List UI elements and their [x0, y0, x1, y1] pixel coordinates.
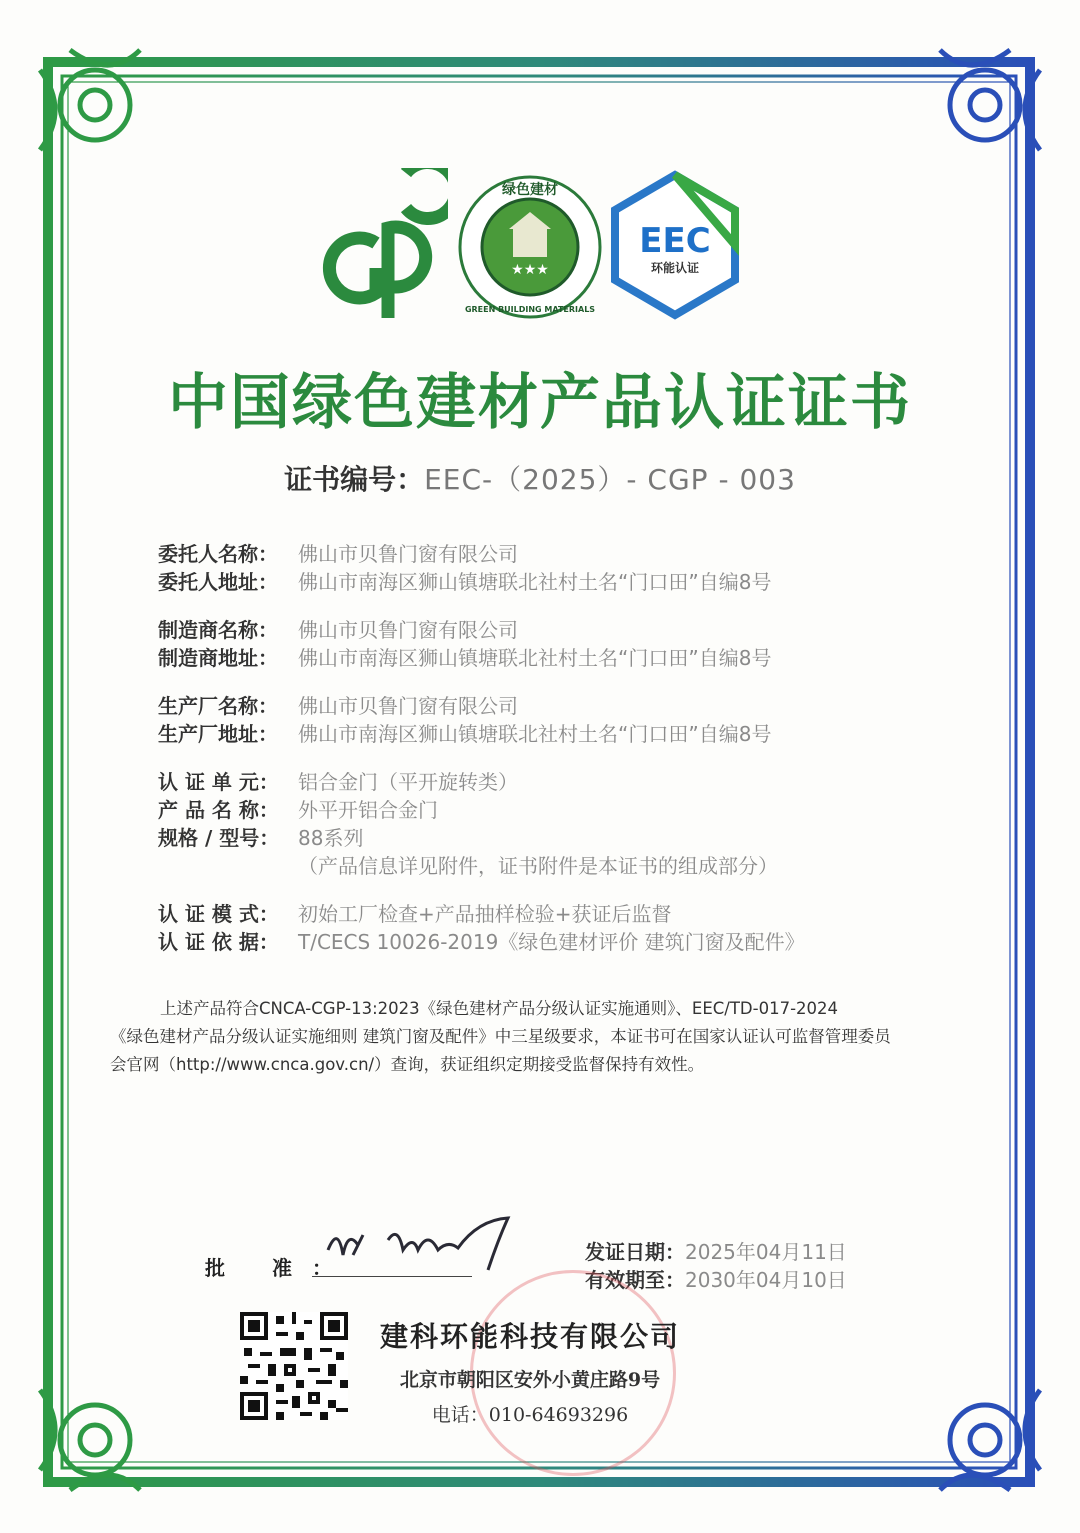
issuer-block — [370, 1315, 690, 1427]
cgp-logo-icon — [318, 168, 448, 318]
signature-icon — [318, 1210, 528, 1280]
field-value: T/CECS 10026-2019《绿色建材评价 建筑门窗及配件》 — [298, 930, 805, 954]
field-value: 佛山市贝鲁门窗有限公司 — [298, 694, 518, 718]
field-label: 委托人地址： — [158, 570, 278, 594]
field-value: 佛山市南海区狮山镇塘联北社村土名“门口田”自编8号 — [298, 646, 772, 670]
issue-date-value: 2025年04月11日 — [685, 1240, 847, 1264]
issue-date — [585, 1238, 847, 1266]
statement-line: 会官网（http://www.cnca.gov.cn/）查询，获证组织定期接受监督保持有效性。 — [110, 1055, 705, 1074]
certificate-number-value: EEC-（2025）- CGP - 003 — [424, 463, 796, 496]
field-row — [158, 644, 978, 672]
field-label: 生产厂名称： — [158, 694, 278, 718]
field-value: 佛山市贝鲁门窗有限公司 — [298, 542, 518, 566]
field-label: 产 品 名 称： — [158, 798, 279, 822]
field-value: 佛山市贝鲁门窗有限公司 — [298, 618, 518, 642]
corner-ornament-icon — [40, 1390, 140, 1490]
green-building-badge-icon — [455, 172, 605, 322]
qr-code-icon — [240, 1312, 348, 1420]
field-label: 认 证 单 元： — [158, 770, 279, 794]
field-label: 认 证 依 据： — [158, 930, 279, 954]
issue-date-label: 发证日期： — [585, 1240, 685, 1264]
expire-date-label: 有效期至： — [585, 1268, 685, 1292]
statement-line: 上述产品符合CNCA-CGP-13:2023《绿色建材产品分级认证实施通则》、EEC/TD-017-2024 — [160, 999, 839, 1018]
field-value: 外平开铝合金门 — [298, 798, 438, 822]
field-label: 制造商名称： — [158, 618, 278, 642]
field-label: 制造商地址： — [158, 646, 278, 670]
field-value: 铝合金门（平开旋转类） — [298, 770, 518, 794]
statement-line: 《绿色建材产品分级认证实施细则 建筑门窗及配件》中三星级要求，本证书可在国家认证认可监督管理委员 — [110, 1027, 891, 1046]
field-label: 委托人名称： — [158, 542, 278, 566]
field-row — [158, 692, 978, 720]
field-label: 认 证 模 式： — [158, 902, 279, 926]
issuer-phone: 电话：010-64693296 — [431, 1404, 629, 1426]
field-value: 初始工厂检查+产品抽样检验+获证后监督 — [298, 902, 672, 926]
certificate-fields — [158, 540, 978, 956]
svg-text:绿色建材: 绿色建材 — [502, 182, 558, 198]
eec-hexagon-icon — [610, 170, 740, 320]
certificate-number-label: 证书编号： — [284, 463, 425, 496]
issuer-address: 北京市朝阳区安外小黄庄路9号 — [399, 1369, 661, 1391]
model-note: （产品信息详见附件，证书附件是本证书的组成部分） — [298, 854, 778, 878]
field-value: 佛山市南海区狮山镇塘联北社村土名“门口田”自编8号 — [298, 722, 772, 746]
page-title: 中国绿色建材产品认证证书 — [168, 368, 912, 438]
svg-text:GREEN BUILDING MATERIALS: GREEN BUILDING MATERIALS — [464, 305, 596, 314]
field-label: 生产厂地址： — [158, 722, 278, 746]
expire-date-value: 2030年04月10日 — [685, 1268, 847, 1292]
approval-label: 批 准： — [205, 1256, 352, 1280]
issuer-name: 建科环能科技有限公司 — [379, 1320, 680, 1353]
svg-text:★★★: ★★★ — [511, 262, 549, 278]
field-row — [158, 900, 978, 928]
field-row — [158, 824, 978, 852]
certificate-number — [0, 458, 1080, 498]
field-label: 规格 / 型号： — [158, 826, 280, 850]
field-row — [158, 720, 978, 748]
field-row — [158, 568, 978, 596]
field-row — [158, 768, 978, 796]
field-row — [158, 616, 978, 644]
field-row — [158, 540, 978, 568]
compliance-statement — [110, 995, 955, 1079]
field-value: 88系列 — [298, 826, 364, 850]
svg-text:环能认证: 环能认证 — [650, 261, 700, 275]
svg-text:EEC: EEC — [639, 221, 711, 261]
field-row — [158, 796, 978, 824]
field-row — [158, 928, 978, 956]
field-value: 佛山市南海区狮山镇塘联北社村土名“门口田”自编8号 — [298, 570, 772, 594]
